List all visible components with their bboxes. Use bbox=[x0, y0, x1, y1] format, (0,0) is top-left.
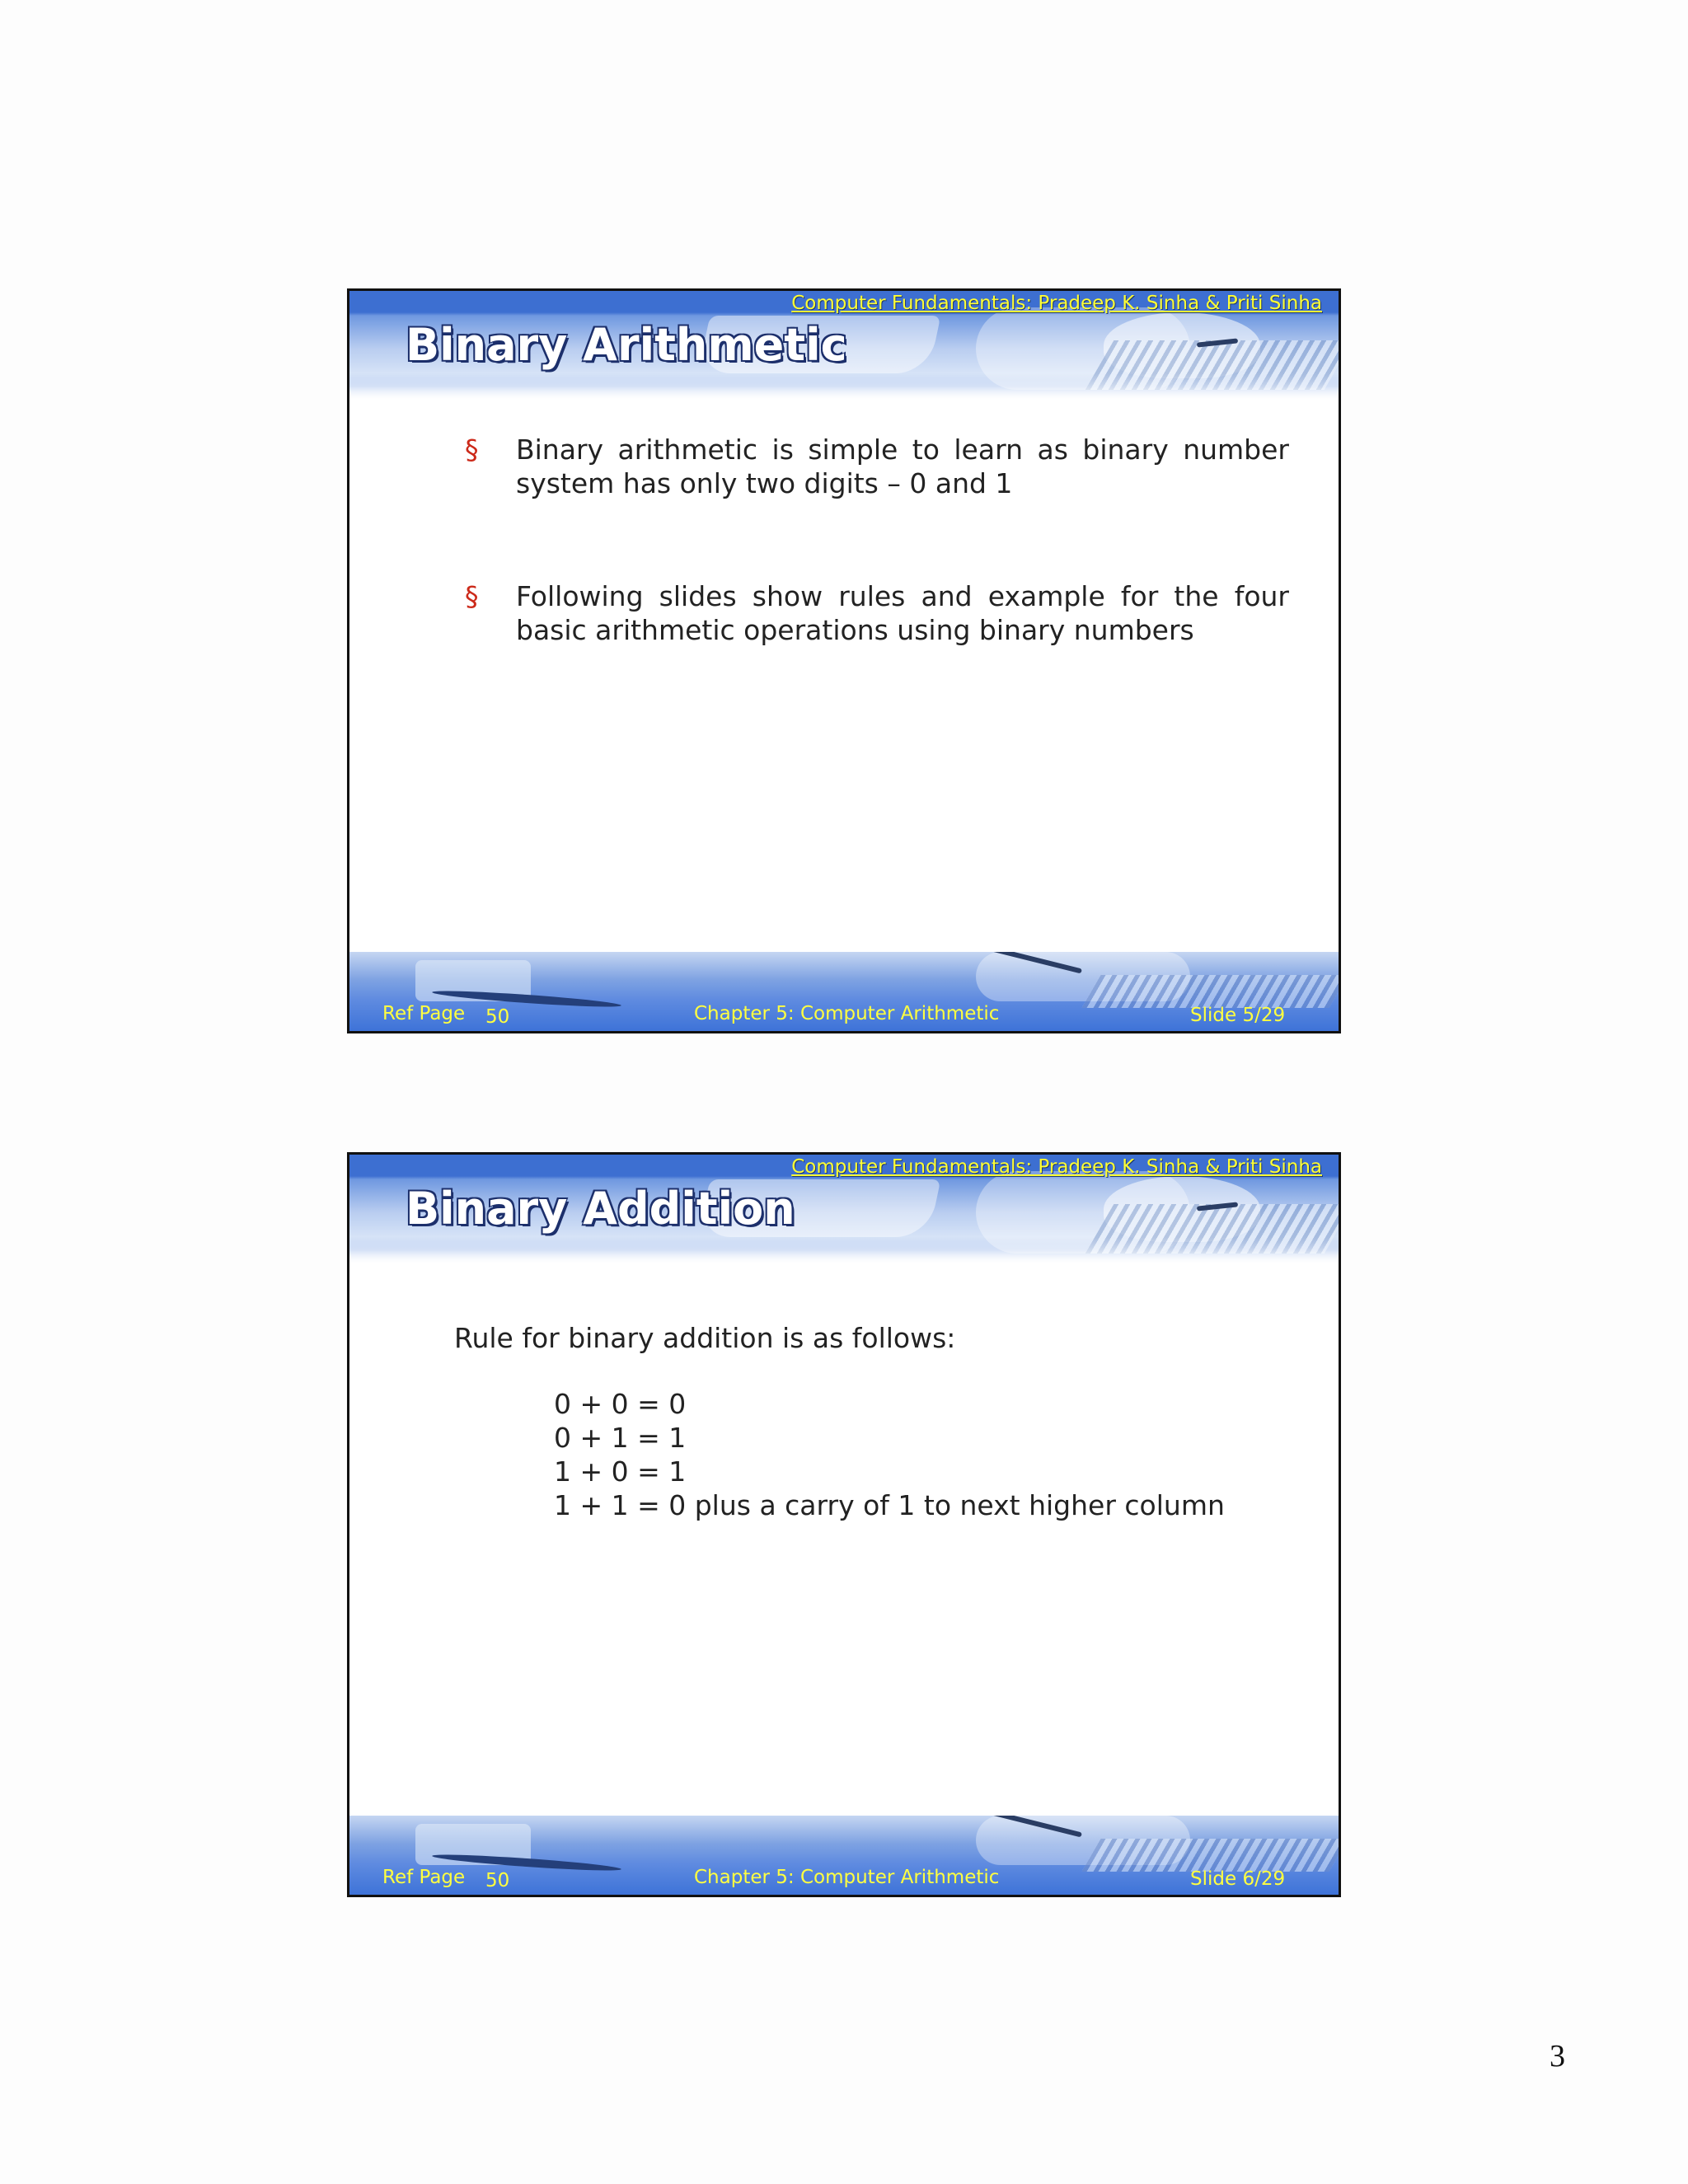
section-sign-icon: § bbox=[465, 434, 479, 466]
slide-number: Slide 6/29 bbox=[1190, 1868, 1286, 1890]
ref-page-number: 50 bbox=[485, 1006, 510, 1028]
chapter-title: Chapter 5: Computer Arithmetic bbox=[694, 1003, 1000, 1024]
slide-binary-addition bbox=[347, 1152, 1341, 1897]
rule-line: 0 + 1 = 1 bbox=[554, 1422, 687, 1454]
slide-body bbox=[349, 400, 1339, 952]
bullet-text: Following slides show rules and example for the four basic arithmetic operations using binary numbers bbox=[516, 580, 1289, 646]
ref-page-label: Ref Page bbox=[382, 1003, 466, 1024]
chapter-title: Chapter 5: Computer Arithmetic bbox=[694, 1867, 1000, 1888]
bullet-item bbox=[465, 579, 1289, 647]
bullet-text: Binary arithmetic is simple to learn as binary number system has only two digits – 0 and 1 bbox=[516, 434, 1289, 499]
slide-number: Slide 5/29 bbox=[1190, 1005, 1286, 1026]
header-fade bbox=[349, 1237, 1339, 1263]
slide-footer bbox=[349, 952, 1339, 1031]
ref-page-number: 50 bbox=[485, 1870, 510, 1891]
slide-header bbox=[349, 291, 1339, 400]
header-fade bbox=[349, 373, 1339, 400]
section-sign-icon: § bbox=[465, 580, 479, 612]
book-credit: Computer Fundamentals: Pradeep K. Sinha & Priti Sinha bbox=[791, 1156, 1322, 1178]
rule-line: 1 + 0 = 1 bbox=[554, 1455, 687, 1488]
slide-title: Binary Addition bbox=[406, 1183, 795, 1235]
rule-line: 1 + 1 = 0 plus a carry of 1 to next higher column bbox=[554, 1489, 1225, 1521]
bullet-list bbox=[465, 433, 1289, 726]
slide-binary-arithmetic bbox=[347, 288, 1341, 1033]
slide-header bbox=[349, 1155, 1339, 1263]
book-credit: Computer Fundamentals: Pradeep K. Sinha & Priti Sinha bbox=[791, 293, 1322, 314]
slide-body bbox=[349, 1263, 1339, 1816]
page-number: 3 bbox=[1550, 2039, 1565, 2074]
addition-rules bbox=[554, 1387, 1225, 1522]
ref-page-label: Ref Page bbox=[382, 1867, 466, 1888]
bullet-item bbox=[465, 433, 1289, 500]
slide-footer bbox=[349, 1816, 1339, 1895]
slide-title: Binary Arithmetic bbox=[406, 319, 847, 371]
rule-line: 0 + 0 = 0 bbox=[554, 1388, 687, 1420]
rule-intro: Rule for binary addition is as follows: bbox=[454, 1322, 956, 1354]
